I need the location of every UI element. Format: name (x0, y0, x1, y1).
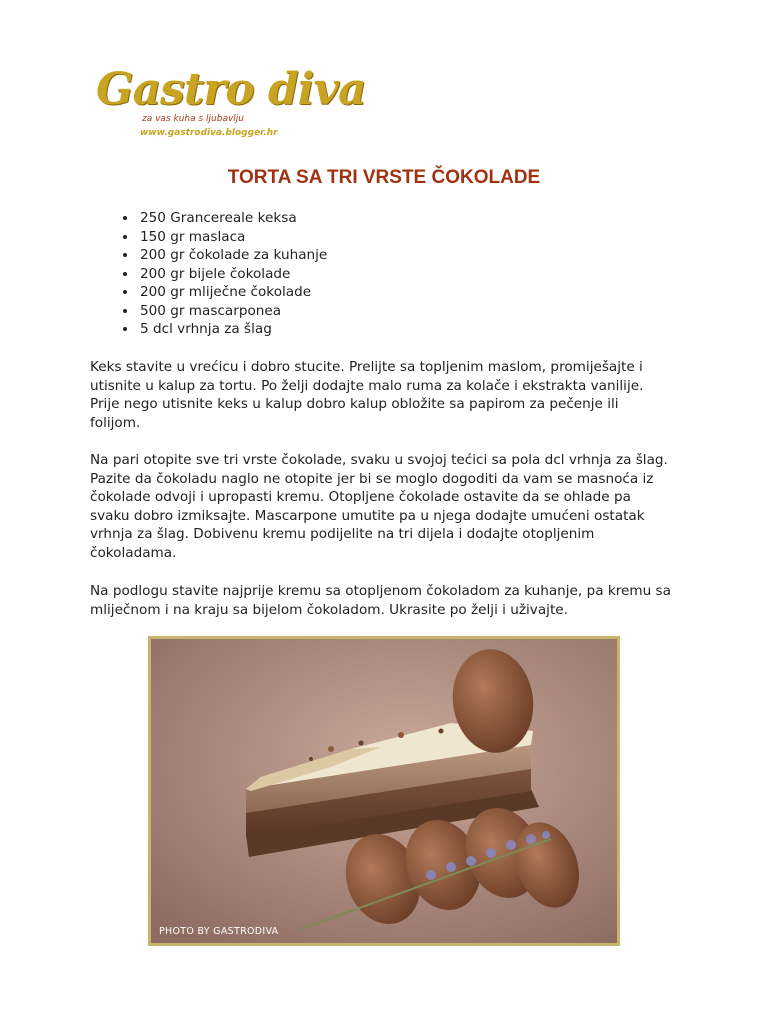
paragraph-line: utisnite u kalup za tortu. Po želji dodajte malo ruma za kolače i ekstrakta vanilije. (90, 377, 644, 394)
ingredient-item: • 200 gr bijele čokolade (138, 265, 327, 284)
paragraph-line: Prije nego utisnite keks u kalup dobro kalup obložite sa papirom za pečenje ili (90, 396, 619, 412)
logo-url: www.gastrodiva.blogger.hr (140, 128, 278, 138)
ingredients-list (110, 209, 327, 339)
paragraph-line: Na podlogu stavite najprije kremu sa otopljenom čokoladom za kuhanje, pa kremu sa (90, 583, 671, 599)
paragraph-line: Keks stavite u vrećicu i dobro stucite. Prelijte sa topljenim maslom, promiješajte i (90, 359, 643, 375)
ingredient-item: • 5 dcl vrhnja za šlag (138, 320, 327, 339)
paragraph-line: folijom. (90, 414, 141, 431)
cake-illustration (151, 639, 617, 943)
paragraph-line: svaku dobro izmiksajte. Mascarpone umutite pa u njega dodajte umućeni ostatak (90, 507, 645, 524)
cake-photo (148, 636, 620, 946)
gastro-diva-logo (92, 64, 366, 146)
logo-name: Gastro diva (96, 64, 366, 115)
paragraph-line: čokolade odvoji i upropasti kremu. Otopljene čokolade ostavite da se ohlade pa (90, 489, 631, 505)
ingredient-item: • 200 gr mliječne čokolade (138, 283, 327, 302)
paragraph-line: Pazite da čokoladu naglo ne otopite jer bi se moglo dogoditi da vam se masnoća iz (90, 470, 654, 487)
ingredient-item: • 500 gr mascarponea (138, 302, 327, 321)
recipe-title: TORTA SA TRI VRSTE ČOKOLADE (227, 167, 541, 188)
logo-tagline: za vas kuha s ljubavlju (142, 114, 245, 124)
photo-credit: PHOTO BY GASTRODIVA (159, 926, 279, 937)
paragraph-line: vrhnja za šlag. Dobivenu kremu podijelite na tri dijela i dodajte otopljenim (90, 526, 595, 542)
ingredient-item: • 250 Grancereale keksa (138, 209, 327, 228)
paragraph-line: čokoladama. (90, 544, 177, 561)
paragraph-line: mliječnom i na kraju sa bijelom čokoladom. Ukrasite po želji i uživajte. (90, 601, 568, 618)
paragraph-line: Na pari otopite sve tri vrste čokolade, svaku u svojoj tećici sa pola dcl vrhnja za šlag. (90, 452, 668, 468)
instructions-paragraph-2 (90, 451, 690, 562)
instructions-paragraph-3 (90, 582, 690, 619)
ingredient-item: • 150 gr maslaca (138, 228, 327, 247)
ingredient-item: • 200 gr čokolade za kuhanje (138, 246, 327, 265)
instructions-paragraph-1 (90, 358, 690, 432)
